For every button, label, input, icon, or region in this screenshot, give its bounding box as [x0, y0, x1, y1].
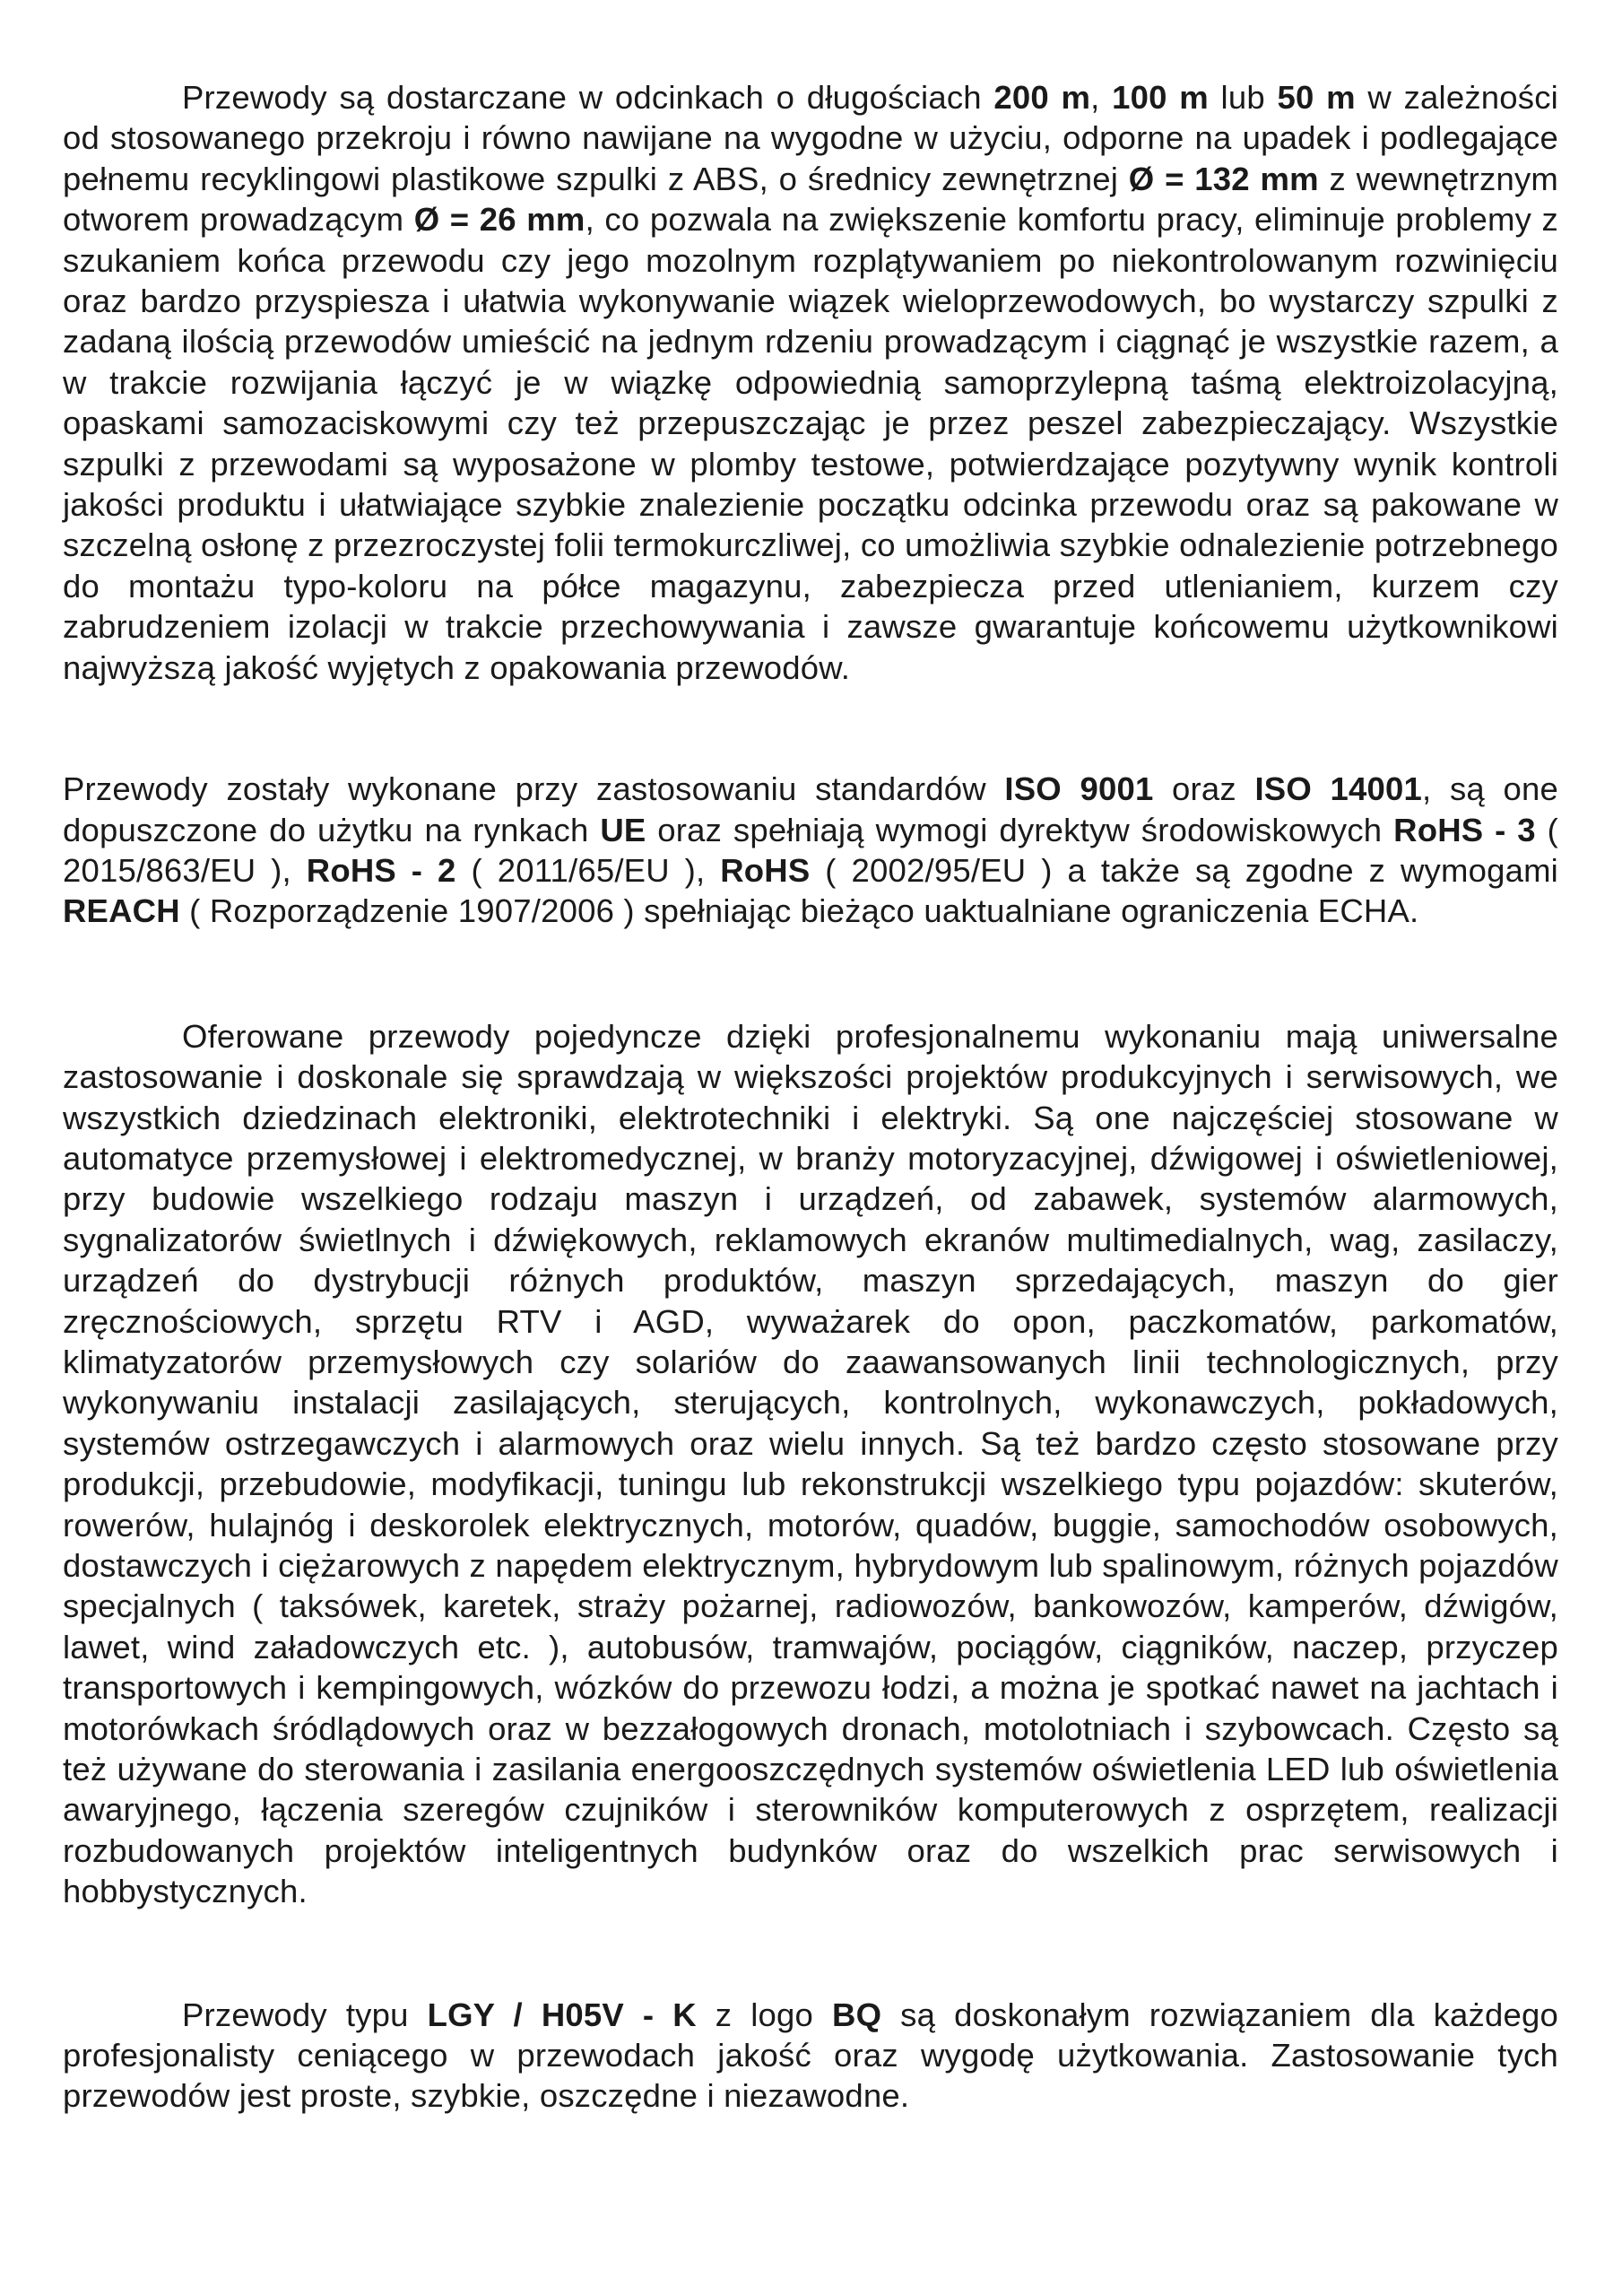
- text-segment: z logo: [696, 1996, 833, 2033]
- rohs-2: RoHS - 2: [306, 851, 456, 889]
- iso-14001: ISO 14001: [1254, 770, 1423, 808]
- text-segment: Przewody zostały wykonane przy zastosowaniu standardów: [63, 770, 1005, 808]
- text-segment: ( 2002/95/EU ) a także są zgodne z wymogami: [810, 851, 1558, 889]
- brand-logo-text: BQ: [832, 1996, 882, 2033]
- rohs: RoHS: [720, 851, 811, 889]
- inner-diameter: Ø = 26 mm: [413, 201, 585, 239]
- text-segment: Przewody są dostarczane w odcinkach o długościach: [182, 79, 994, 116]
- text-segment: Oferowane przewody pojedyncze dzięki profesjonalnemu wykonaniu mają uniwersalne zastosowanie i doskonale się sprawdzają w większości projektów produkcyjnych i serwisowych, we wszystkich dziedzinach elektroniki, elektrotechniki i elektryki. Są one najczęściej stosowane w automatyce przemysłowej i elektromedycznej, w branży motoryzacyjnej, dźwigowej i oświetleniowej, przy budowie wszelkiego rodzaju maszyn i urządzeń, od zabawek, systemów alarmowych, sygnalizatorów świetlnych i dźwiękowych, reklamowych ekranów multimedialnych, wag, zasilaczy, urządzeń do dystrybucji różnych produktów, maszyn sprzedających, maszyn do gier zręcznościowych, sprzętu RTV i AGD, wyważarek do opon, paczkomatów, parkomatów, klimatyzatorów przemysłowych czy solariów do zaawansowanych linii technologicznych, przy wykonywaniu instalacji zasilających, sterujących, kontrolnych, wykonawczych, pokładowych, systemów ostrzegawczych i alarmowych oraz wielu innych. Są też bardzo często stosowane przy produkcji, przebudowie, modyfikacji, tuningu lub rekonstrukcji wszelkiego typu pojazdów: skuterów, rowerów, hulajnóg i deskorolek elektrycznych, motorów, quadów, buggie, samochodów osobowych, dostawczych i ciężarowych z napędem elektrycznym, hybrydowym lub spalinowym, różnych pojazdów specjalnych ( taksówek, karetek, straży pożarnej, radiowozów, bankowozów, kamperów, dźwigów, lawet, wind załadowczych etc. ), autobusów, tramwajów, pociągów, ciągników, naczep, przyczep transportowych i kempingowych, wózków do przewozu łodzi, a można je spotkać nawet na jachtach i motorówkach śródlądowych oraz w bezzałogowych dronach, motolotniach i szybowcach. Często są też używane do sterowania i zasilania energooszczędnych systemów oświetlenia LED lub oświetlenia awaryjnego, łączenia szeregów czujników i sterowników komputerowych z osprzętem, realizacji rozbudowanych projektów inteligentnych budynków oraz do wszelkich prac serwisowych i hobbystycznych.: [63, 1017, 1558, 1910]
- text-segment: w zależności od stosowanego przekroju i równo nawijane na wygodne w użyciu, odporne na upadek i podlegające pełnemu recyklingowi plastikowe szpulki z ABS, o średnicy zewnętrznej: [63, 79, 1558, 197]
- length-100m: 100 m: [1112, 79, 1209, 116]
- text-segment: lub: [1208, 79, 1278, 116]
- ue-market: UE: [600, 811, 646, 848]
- text-segment: Przewody typu: [182, 1996, 428, 2033]
- text-segment: są doskonałym rozwiązaniem dla każdego profesjonalisty ceniącego w przewodach jakość oraz wygodę użytkowania. Zastosowanie tych przewodów jest proste, szybkie, oszczędne i niezawodne.: [63, 1996, 1558, 2115]
- cable-type: LGY / H05V - K: [427, 1996, 697, 2033]
- text-segment: ( 2011/65/EU ),: [455, 851, 721, 889]
- text-segment: z wewnętrznym otworem prowadzącym: [63, 160, 1558, 239]
- text-segment: ( 2015/863/EU ),: [63, 811, 1558, 889]
- reach: REACH: [63, 892, 180, 930]
- paragraph-delivery-spools: [63, 77, 1558, 688]
- text-segment: , są one dopuszczone do użytku na rynkach: [63, 770, 1558, 848]
- rohs-3: RoHS - 3: [1393, 811, 1536, 848]
- text-segment: oraz spełniają wymogi dyrektyw środowiskowych: [646, 811, 1394, 848]
- outer-diameter: Ø = 132 mm: [1128, 160, 1319, 197]
- text-segment: , co pozwala na zwiększenie komfortu pracy, eliminuje problemy z szukaniem końca przewodu czy jego mozolnym rozplątywaniem po niekontrolowanym rozwinięciu oraz bardzo przyspiesza i ułatwia wykonywanie wiązek wieloprzewodowych, bo wystarczy szpulki z zadaną ilością przewodów umieścić na jednym rdzeniu prowadzącym i ciągnąć je wszystkie razem, a w trakcie rozwijania łączyć je w wiązkę odpowiednią samoprzylepną taśmą elektroizolacyjną, opaskami samozaciskowymi czy też przepuszczając je przez peszel zabezpieczający. Wszystkie szpulki z przewodami są wyposażone w plomby testowe, potwierdzające pozytywny wynik kontroli jakości produktu i ułatwiające szybkie znalezienie początku odcinka przewodu oraz są pakowane w szczelną osłonę z przezroczystej folii termokurczliwej, co umożliwia szybkie odnalezienie potrzebnego do montażu typo-koloru na półce magazynu, zabezpiecza przed utlenianiem, kurzem czy zabrudzeniem izolacji w trakcie przechowywania i zawsze gwarantuje końcowemu użytkownikowi najwyższą jakość wyjętych z opakowania przewodów.: [63, 201, 1558, 686]
- paragraph-standards: [63, 769, 1558, 932]
- length-50m: 50 m: [1277, 79, 1356, 116]
- paragraph-applications: [63, 1016, 1558, 1912]
- document-page: [63, 77, 1558, 2117]
- iso-9001: ISO 9001: [1004, 770, 1154, 808]
- length-200m: 200 m: [993, 79, 1091, 116]
- text-segment: oraz: [1153, 770, 1255, 808]
- text-segment: ,: [1090, 79, 1113, 116]
- text-segment: ( Rozporządzenie 1907/2006 ) spełniając bieżąco uaktualniane ograniczenia ECHA.: [179, 892, 1419, 930]
- paragraph-summary: [63, 1995, 1558, 2117]
